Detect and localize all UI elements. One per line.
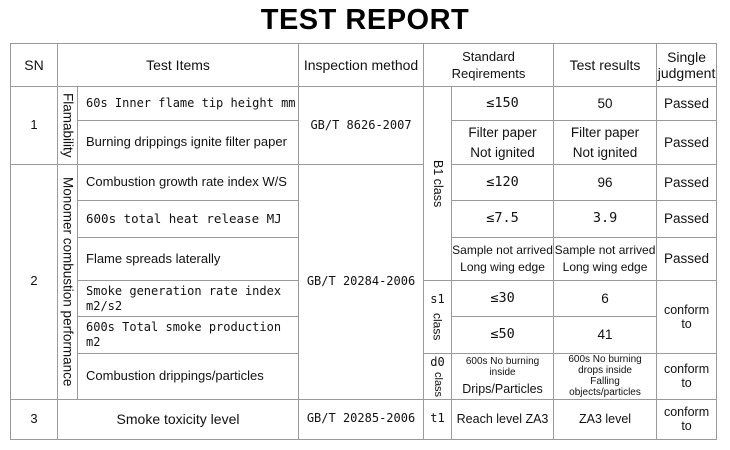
judgment-cell: Passed — [657, 165, 717, 201]
test-item-cell — [78, 201, 299, 238]
table-row — [11, 87, 717, 121]
judgment-cell: Passed — [657, 201, 717, 238]
result-line2: Long wing edge — [562, 260, 648, 274]
header-single-judgment-line2: judgment — [657, 65, 716, 81]
sn-cell: 1 — [11, 87, 58, 165]
result-line1: 600s No burning — [568, 354, 642, 366]
result-cell — [554, 121, 657, 165]
requirement-cell: Reach level ZA3 — [452, 399, 554, 439]
test-item-cell — [78, 87, 299, 121]
group-d0-class-top: d0 — [430, 355, 445, 369]
test-item-cell: Flame spreads laterally — [78, 238, 299, 281]
requirement-cell: ≤120 — [452, 165, 554, 201]
requirement-line1: 600s No burning inside — [465, 356, 540, 379]
test-item-cell — [78, 317, 299, 354]
judgment-cell: conform to — [657, 281, 717, 354]
requirement-line2: Drips/Particles — [462, 382, 543, 397]
group-d0-class — [424, 354, 452, 400]
test-item-cell: Combustion growth rate index W/S — [78, 165, 299, 201]
requirement-cell: ≤150 — [452, 87, 554, 121]
group-s1-class-top: s1 — [430, 292, 445, 307]
test-report-table — [10, 43, 717, 440]
table-row — [11, 165, 717, 201]
result-line1: Filter paper — [570, 124, 640, 140]
result-cell: ZA3 level — [554, 399, 657, 439]
header-standard-requirements-label: Standard Reqirements — [451, 49, 526, 81]
test-item-cell: Burning drippings ignite filter paper — [78, 121, 299, 165]
group-b1-class-label: B1 class — [430, 159, 445, 208]
result-cell: 6 — [554, 281, 657, 317]
group-b1-class — [424, 87, 452, 281]
result-cell: 50 — [554, 87, 657, 121]
judgment-cell: Passed — [657, 121, 717, 165]
result-line2: Not ignited — [572, 144, 638, 160]
group-d0-class-bottom: class — [432, 371, 445, 397]
requirement-cell — [452, 354, 554, 400]
header-standard-requirements — [424, 44, 554, 87]
requirement-cell: ≤7.5 — [452, 201, 554, 238]
page-title: TEST REPORT — [260, 4, 470, 36]
header-row — [11, 44, 717, 87]
group-flamability-label: Flamability — [60, 93, 76, 158]
result-cell: 96 — [554, 165, 657, 201]
result-line1: Sample not arrived — [554, 242, 656, 257]
judgment-cell: conform to — [657, 354, 717, 400]
sn-cell: 3 — [11, 399, 58, 439]
requirement-line2: Long wing edge — [460, 260, 545, 274]
requirement-line1: Sample not arrived — [452, 242, 553, 257]
group-s1-class-bottom: class — [430, 313, 445, 341]
group-flamability — [58, 87, 78, 165]
header-inspection-method: Inspection method — [299, 44, 424, 87]
requirement-line1: Filter paper — [468, 124, 537, 140]
result-cell: 41 — [554, 317, 657, 354]
inspection-method-cell: GB/T 20284-2006 — [299, 165, 424, 400]
test-item-cell — [78, 281, 299, 317]
test-item-label: 60s Inner flame tip height mm — [86, 96, 296, 111]
result-cell — [554, 354, 657, 400]
header-sn: SN — [11, 44, 58, 87]
inspection-method-cell: GB/T 20285-2006 — [299, 399, 424, 439]
test-item-label: 600s total heat release MJ — [86, 210, 282, 226]
test-item-label: 600s Total smoke production m2 — [86, 320, 282, 349]
header-single-judgment-line1: Single — [667, 48, 706, 65]
header-test-results: Test results — [554, 44, 657, 87]
group-t1: t1 — [424, 399, 452, 439]
requirement-line2: Not ignited — [470, 144, 535, 160]
judgment-cell: conform to — [657, 399, 717, 439]
sn-cell: 2 — [11, 165, 58, 400]
test-item-cell: Combustion drippings/particles — [78, 354, 299, 400]
requirement-cell: ≤30 — [452, 281, 554, 317]
group-monomer-combustion — [58, 165, 78, 400]
judgment-cell: Passed — [657, 87, 717, 121]
judgment-cell: Passed — [657, 238, 717, 281]
header-test-items: Test Items — [58, 44, 299, 87]
test-item-cell: Smoke toxicity level — [58, 399, 299, 439]
requirement-cell — [452, 121, 554, 165]
requirement-cell — [452, 238, 554, 281]
table-row — [11, 399, 717, 439]
test-item-label: Smoke generation rate index m2/s2 — [86, 283, 282, 313]
group-s1-class — [424, 281, 452, 354]
result-line2: drops inside — [578, 365, 632, 377]
result-line3: Falling objects/particles — [569, 376, 641, 399]
result-cell: 3.9 — [554, 201, 657, 238]
requirement-cell: ≤50 — [452, 317, 554, 354]
result-cell — [554, 238, 657, 281]
header-single-judgment — [657, 44, 717, 87]
inspection-method-cell: GB/T 8626-2007 — [299, 87, 424, 165]
group-monomer-combustion-label: Monomer combustion performance — [60, 177, 76, 387]
